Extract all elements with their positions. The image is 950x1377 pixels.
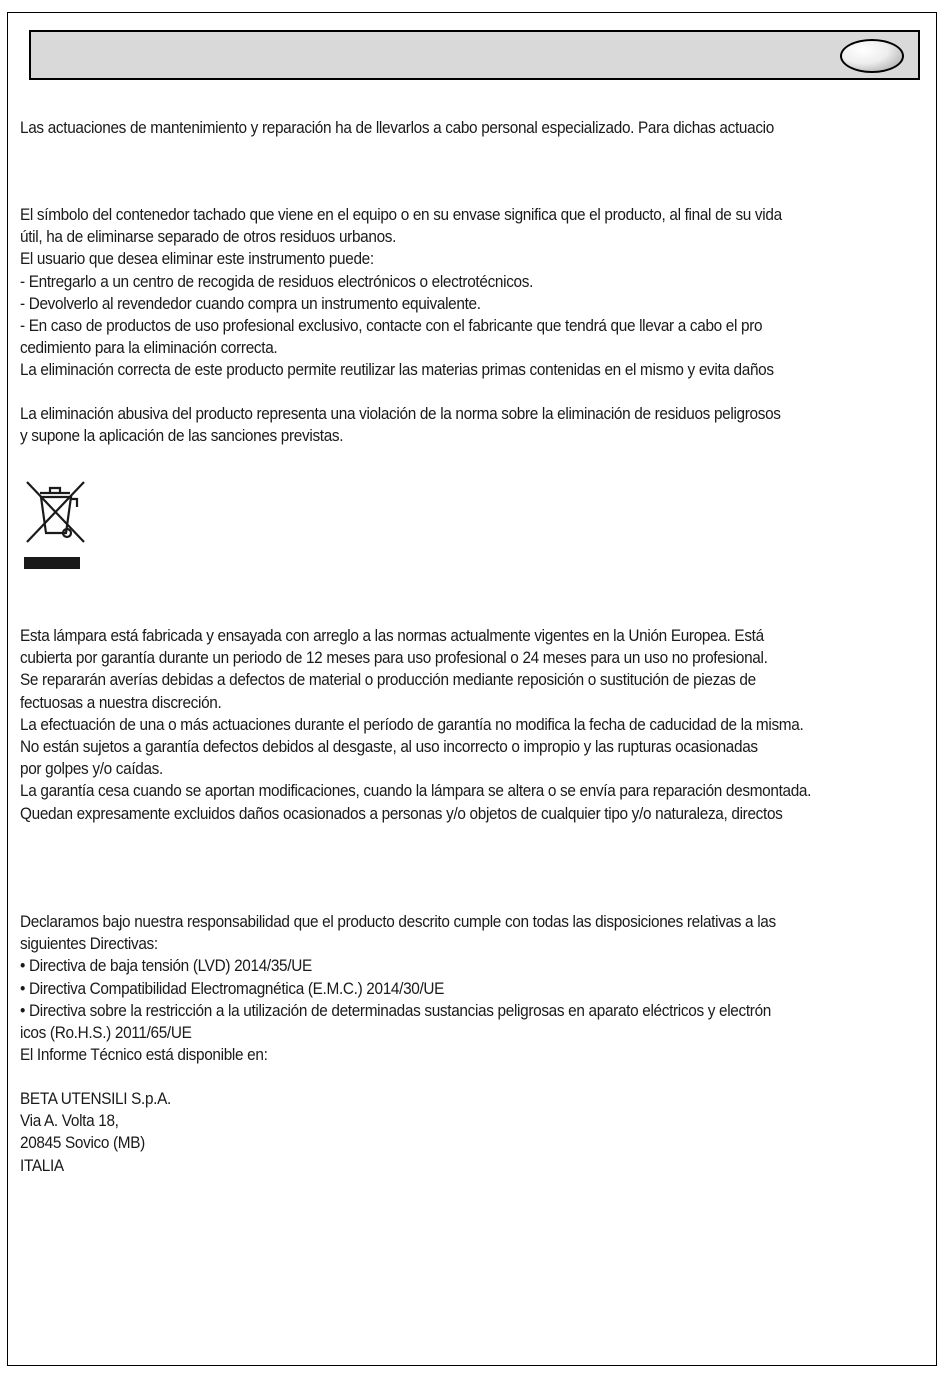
disposal-line: La eliminación correcta de este producto permite reutilizar las materias primas contenidas en el mismo y evita daños [20,361,774,380]
directive-item: icos (Ro.H.S.) 2011/65/UE [20,1024,192,1043]
maintenance-text: Las actuaciones de mantenimiento y reparación ha de llevarlos a cabo personal especializado. Para dichas actuacio [20,119,774,137]
address-company-name: BETA UTENSILI S.p.A. [20,1090,171,1108]
language-badge-oval [840,39,904,73]
address-country: ITALIA [20,1156,64,1175]
disposal-line: - Entregarlo a un centro de recogida de residuos electrónicos o electrotécnicos. [20,272,534,291]
disposal-line: cedimiento para la eliminación correcta. [20,339,278,358]
warranty-paragraph [20,625,927,825]
warranty-line: No están sujetos a garantía defectos debidos al desgaste, al uso incorrecto o impropio y las rupturas ocasionadas [20,738,758,757]
declaration-line: El Informe Técnico está disponible en: [20,1046,268,1065]
disposal-paragraph [20,204,927,382]
declaration-line: siguientes Directivas: [20,935,158,954]
disposal-line: El usuario que desea eliminar este instrumento puede: [20,250,374,269]
warranty-line: cubierta por garantía durante un periodo de 12 meses para uso profesional o 24 meses para un uso no profesional. [20,649,768,668]
company-address [20,1088,927,1177]
warranty-line: Quedan expresamente excluidos daños ocasionados a personas y/o objetos de cualquier tipo y/o naturaleza, directos [20,804,783,823]
address-street: Via A. Volta 18, [20,1112,119,1131]
abuse-line: y supone la aplicación de las sanciones previstas. [20,427,344,446]
warranty-line: por golpes y/o caídas. [20,760,163,779]
warranty-line: Se repararán averías debidas a defectos de material o producción mediante reposición o sustitución de piezas de [20,671,756,690]
manual-page [7,12,937,1366]
directive-item: • Directiva Compatibilidad Electromagnética (E.M.C.) 2014/30/UE [20,979,445,998]
disposal-line: útil, ha de eliminarse separado de otros residuos urbanos. [20,228,397,247]
declaration-paragraph [20,911,927,1066]
warranty-line: fectuosas a nuestra discreción. [20,693,222,712]
disposal-line: - Devolverlo al revendedor cuando compra un instrumento equivalente. [20,294,481,313]
warranty-line: Esta lámpara está fabricada y ensayada con arreglo a las normas actualmente vigentes en la Unión Europea. Está [20,627,764,645]
warranty-line: La efectuación de una o más actuaciones durante el período de garantía no modifica la fecha de caducidad de la misma. [20,715,804,734]
crossed-out-wheelie-bin-icon [20,477,90,571]
disposal-line: El símbolo del contenedor tachado que viene en el equipo o en su envase significa que el producto, al final de su vida [20,206,782,224]
maintenance-paragraph [20,117,927,139]
warranty-line: La garantía cesa cuando se aportan modificaciones, cuando la lámpara se altera o se envía para reparación desmontada. [20,782,812,801]
directive-item: • Directiva de baja tensión (LVD) 2014/35/UE [20,957,312,976]
abusive-disposal-paragraph [20,403,927,447]
declaration-line: Declaramos bajo nuestra responsabilidad que el producto descrito cumple con todas las disposiciones relativas a las [20,913,776,931]
disposal-line: - En caso de productos de uso profesional exclusivo, contacte con el fabricante que tendrá que llevar a cabo el pro [20,317,763,336]
abuse-line: La eliminación abusiva del producto representa una violación de la norma sobre la eliminación de residuos peligrosos [20,405,781,423]
address-city: 20845 Sovico (MB) [20,1134,145,1153]
directive-item: • Directiva sobre la restricción a la utilización de determinadas sustancias peligrosas en aparato eléctricos y electrón [20,1001,772,1020]
section-header-bar [29,30,920,80]
